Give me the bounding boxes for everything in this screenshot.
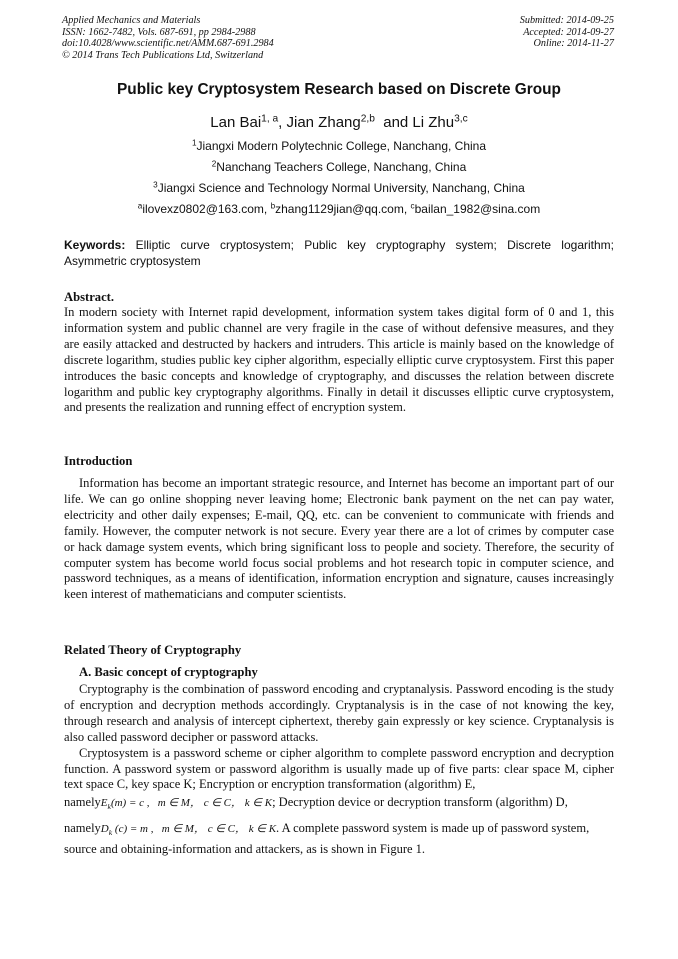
journal-copyright: © 2014 Trans Tech Publications Ltd, Switzerland — [62, 49, 264, 61]
accepted-date: Accepted: 2014-09-27 — [523, 26, 614, 38]
author-sup: 2,b — [360, 113, 375, 125]
paragraph: Cryptosystem is a password scheme or cipher algorithm to complete password encryption and decryption function. A password system or password algorithm is usually made up of five parts: clear space M, cipher text space C, key space K; Encryption or encryption transformation (algorithm) E, — [64, 745, 614, 792]
affiliation — [0, 160, 678, 174]
formula-symbol: E — [100, 797, 108, 810]
formula-body: (c) = m — [112, 823, 148, 836]
email-sup: b — [270, 201, 276, 211]
journal-doi: doi:10.4028/www.scientific.net/AMM.687-691.2984 — [62, 38, 274, 50]
author-emails — [0, 202, 678, 216]
affiliation — [0, 181, 678, 195]
text-run: namely — [64, 821, 101, 836]
author-list — [0, 114, 678, 131]
author-separator: and — [374, 114, 413, 131]
formula-subscript: k — [107, 802, 111, 812]
formula-condition: , m ∈ M， c ∈ C， k ∈ K — [148, 823, 277, 836]
affiliation — [0, 139, 678, 153]
author-sup: 1, a — [261, 113, 279, 125]
email-text: ilovexz0802@163.com, — [142, 202, 271, 216]
encryption-formula — [100, 797, 273, 812]
author-name: Lan Bai — [210, 114, 262, 131]
formula-symbol: D — [100, 823, 109, 836]
paper-title: Public key Cryptosystem Research based on Discrete Group — [117, 81, 561, 98]
author-name: Li Zhu — [412, 114, 455, 131]
equation-line — [64, 821, 614, 841]
paragraph: Cryptography is the combination of password encoding and cryptanalysis. Password encoding is the study of encryption and decryption methods accordingly. Cryptanalysis is in the case of not knowing the key, through research and analysis of intercept ciphertext, thereby gain expressly or key science. Cryptanalysis is also called password decipher or password attacks. — [64, 682, 614, 744]
introduction-heading: Introduction — [64, 454, 133, 468]
email-text: zhang1129jian@qq.com, — [275, 202, 411, 216]
formula-subscript: k — [108, 828, 113, 838]
affiliation-sup: 2 — [211, 159, 217, 169]
text-run: . A complete password system is made up of password system, — [276, 821, 590, 836]
affiliation-text: Nanchang Teachers College, Nanchang, China — [216, 160, 467, 174]
affiliation-text: Jiangxi Science and Technology Normal University, Nanchang, China — [157, 181, 525, 195]
submitted-date: Submitted: 2014-09-25 — [519, 15, 614, 26]
equation-line — [64, 795, 614, 815]
journal-name: Applied Mechanics and Materials — [62, 15, 201, 26]
submission-dates — [520, 15, 614, 50]
keywords-text: Elliptic curve cryptosystem; Public key cryptography system; Discrete logarithm; Asymmetric cryptosystem — [64, 238, 614, 268]
email-sup: c — [410, 201, 415, 211]
formula-body: (m) = c — [110, 797, 145, 810]
subsection-heading: A. Basic concept of cryptography — [79, 665, 258, 679]
keywords — [64, 238, 614, 269]
abstract-text: In modern society with Internet rapid development, information system takes digital form of 0 and 1, this information system and public channel are very fragile in the case of without defensive measures, and they are easily attacked and destructed by hackers and intruders. This article is mainly based on the knowledge of discrete logarithm, studies public key cipher algorithm, especially elliptic curve cryptosystem. First this paper introduces the basic concepts and knowledge of cryptography, and discusses the relation between discrete logarithm and public key cryptography algorithms. Finally in detail it discusses elliptic curve cryptosystem, and presents the realization and running effect of encryption system. — [64, 305, 614, 415]
decryption-formula — [100, 823, 277, 838]
affiliation-sup: 1 — [191, 138, 197, 148]
abstract-heading: Abstract. — [64, 290, 115, 304]
keywords-label: Keywords: — [64, 238, 126, 252]
affiliation-text: Jiangxi Modern Polytechnic College, Nanchang, China — [196, 139, 487, 153]
online-date: Online: 2014-11-27 — [533, 38, 614, 50]
paragraph: source and obtaining-information and attackers, as is shown in Figure 1. — [64, 841, 426, 856]
journal-info — [62, 15, 274, 61]
email-text: bailan_1982@sina.com — [414, 202, 541, 216]
section-body — [64, 682, 614, 857]
formula-condition: , m ∈ M， c ∈ C， k ∈ K — [144, 797, 273, 810]
author-name: Jian Zhang — [286, 114, 361, 131]
affiliation-sup: 3 — [153, 180, 158, 190]
author-separator: , — [278, 114, 287, 131]
journal-issn: ISSN: 1662-7482, Vols. 687-691, pp 2984-2988 — [62, 26, 256, 38]
text-run: namely — [64, 795, 101, 810]
introduction-text: Information has become an important strategic resource, and Internet has become an important part of our life. We can go online shopping never leaving home; Electronic bank payment on the net can pay water, electricity and other daily expenses; E-mail, QQ, etc. can be convenient to communicate with friends and family. However, the computer network is not secure. Every year there are a lot of crimes by computer case or hack damage system events, which bring significant loss to people and society. Therefore, the security of computer system has become world focus social problems and hot research topic in computer science, and password techniques, as a means of identification, information encryption and signature, causes increasingly keen interest of mathematicians and computer scientists. — [64, 476, 614, 602]
email-sup: a — [137, 201, 143, 211]
author-sup: 3,c — [454, 113, 468, 125]
text-run: ; Decryption device or decryption transform (algorithm) D, — [272, 795, 568, 810]
theory-heading: Related Theory of Cryptography — [64, 643, 242, 657]
